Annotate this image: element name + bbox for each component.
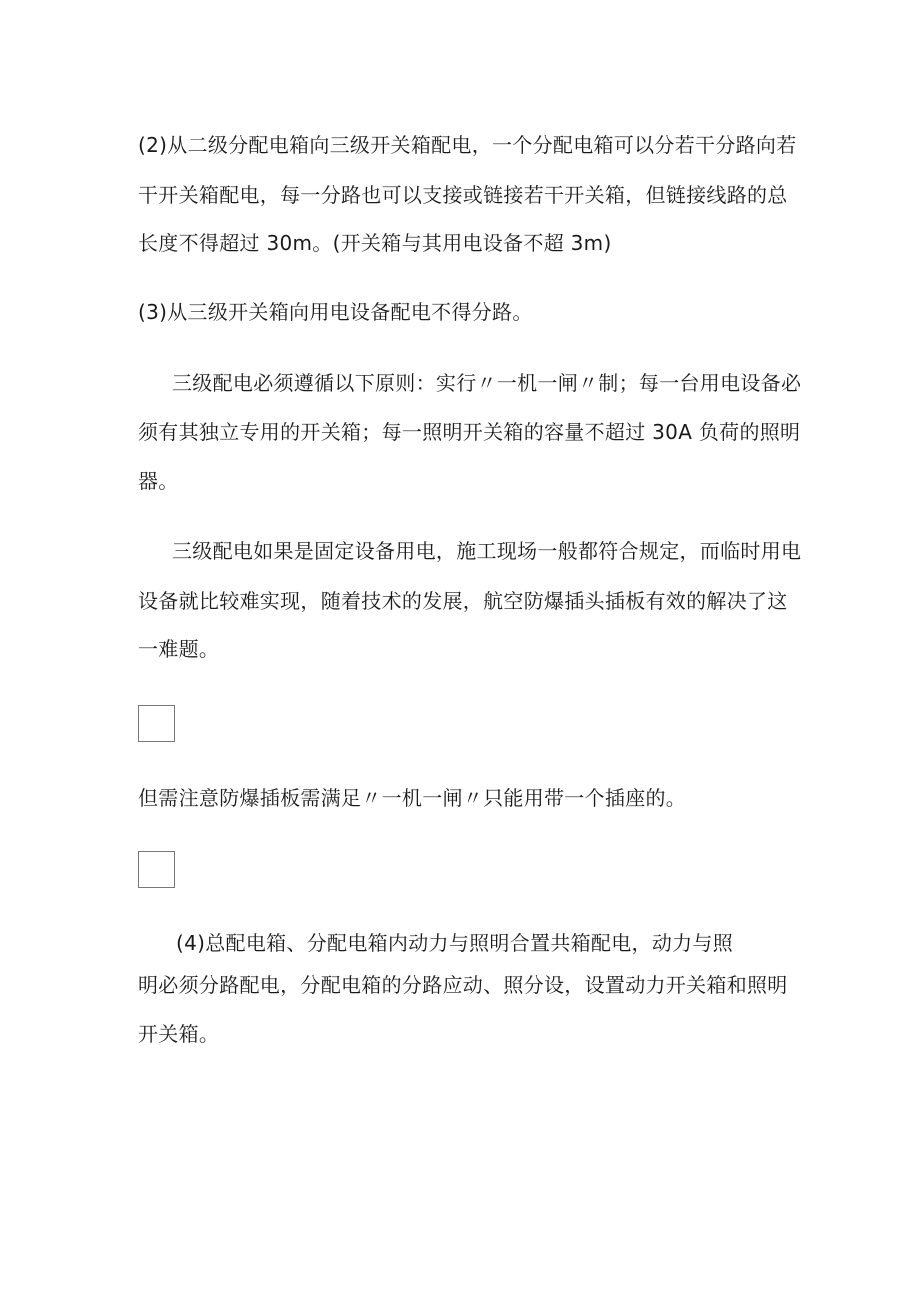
fixed-equipment-line-3: 一难题。	[138, 637, 220, 661]
paragraph-2-line-2: 干开关箱配电，每一分路也可以支接或链接若干开关箱，但链接线路的总	[138, 183, 788, 207]
paragraph-4-line-1: (4)总配电箱、分配电箱内动力与照明合置共箱配电，动力与照	[176, 931, 734, 955]
principle-line-3: 器。	[138, 469, 179, 493]
note-line-1: 但需注意防爆插板需满足〃一机一闸〃只能用带一个插座的。	[138, 786, 687, 810]
paragraph-4-line-2: 明必须分路配电，分配电箱的分路应动、照分设，设置动力开关箱和照明	[138, 973, 788, 997]
paragraph-2-line-1: (2)从二级分配电箱向三级开关箱配电，一个分配电箱可以分若干分路向若	[138, 133, 797, 157]
principle-line-2: 须有其独立专用的开关箱；每一照明开关箱的容量不超过 30A 负荷的照明	[138, 420, 801, 444]
image-placeholder-1	[138, 705, 175, 742]
image-placeholder-2	[138, 851, 175, 888]
fixed-equipment-line-1: 三级配电如果是固定设备用电，施工现场一般都符合规定，而临时用电	[172, 539, 802, 563]
paragraph-2-line-3: 长度不得超过 30m。(开关箱与其用电设备不超 3m)	[138, 231, 612, 255]
paragraph-4-line-3: 开关箱。	[138, 1022, 220, 1046]
fixed-equipment-line-2: 设备就比较难实现，随着技术的发展，航空防爆插头插板有效的解决了这	[138, 589, 788, 613]
paragraph-3-line-1: (3)从三级开关箱向用电设备配电不得分路。	[138, 300, 533, 324]
principle-line-1: 三级配电必须遵循以下原则：实行〃一机一闸〃制；每一台用电设备必	[172, 371, 802, 395]
